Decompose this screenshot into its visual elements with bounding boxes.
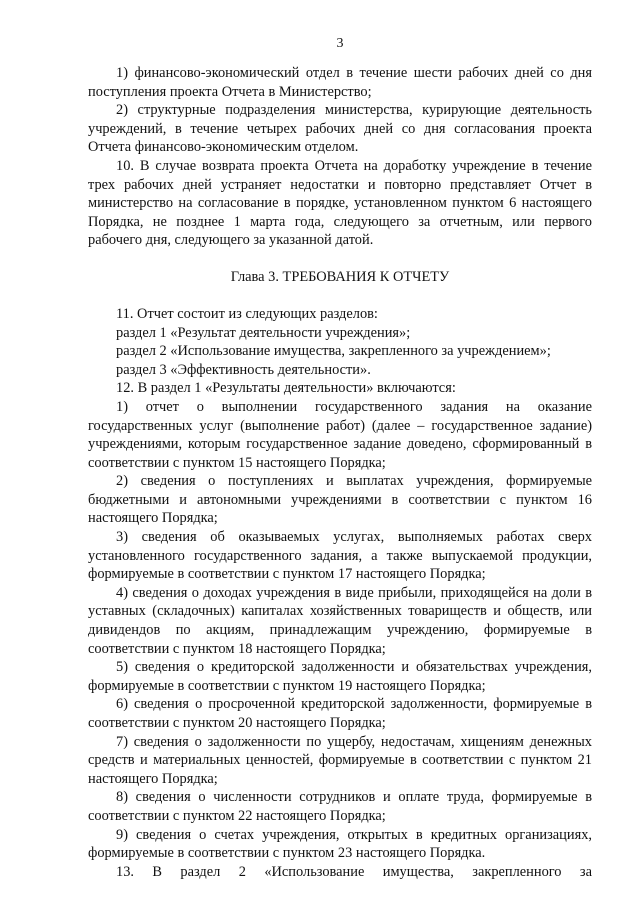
paragraph: 8) сведения о численности сотрудников и оплате труда, формируемые в соответствии с пунктом 22 настоящего Порядка;	[88, 789, 592, 824]
paragraph: 4) сведения о доходах учреждения в виде прибыли, приходящейся на доли в уставных (складочных) капиталах хозяйственных товариществ и обществ, или дивидендов по акциям, принадлежащим учреждению, формируемые в соответствии с пунктом 18 настоящего Порядка;	[88, 584, 592, 657]
paragraph: раздел 3 «Эффективность деятельности».	[116, 361, 371, 378]
paragraph: 10. В случае возврата проекта Отчета на доработку учреждение в течение трех рабочих дней устраняет недостатки и повторно представляет Отчет в министерство на согласование в порядке, установленном пунктом 6 настоящего Порядка, не позднее 1 марта года, следующего за отчетным, или первого рабочего дня, следующего за указанной датой.	[88, 157, 592, 249]
paragraph: 12. В раздел 1 «Результаты деятельности» включаются:	[116, 380, 456, 397]
page-number: 3	[336, 36, 344, 51]
paragraph: 2) структурные подразделения министерства, курирующие деятельность учреждений, в течение четырех рабочих дней со дня согласования проекта Отчета финансово-экономическим отделом.	[88, 102, 592, 156]
paragraph: 9) сведения о счетах учреждения, открытых в кредитных организациях, формируемые в соответствии с пунктом 23 настоящего Порядка.	[88, 826, 592, 862]
paragraph: 7) сведения о задолженности по ущербу, недостачам, хищениям денежных средств и материальных ценностей, формируемые в соответствии с пунктом 21 настоящего Порядка;	[88, 733, 592, 787]
paragraph: 1) финансово-экономический отдел в течение шести рабочих дней со дня поступления проекта Отчета в Министерство;	[88, 65, 592, 100]
section-after	[88, 305, 592, 881]
document-page	[88, 36, 592, 881]
paragraph: 3) сведения об оказываемых услугах, выполняемых работах сверх установленного государственного задания, а также выпускаемой продукции, формируемые в соответствии с пунктом 17 настоящего Порядка;	[88, 529, 592, 583]
paragraph: раздел 1 «Результат деятельности учреждения»;	[116, 324, 411, 341]
paragraph: 11. Отчет состоит из следующих разделов:	[116, 305, 378, 322]
paragraph: 5) сведения о кредиторской задолженности и обязательствах учреждения, формируемые в соответствии с пунктом 19 настоящего Порядка;	[88, 659, 592, 694]
paragraph: 2) сведения о поступлениях и выплатах учреждения, формируемые бюджетными и автономными учреждениями в соответствии с пунктом 16 настоящего Порядка;	[88, 473, 592, 527]
paragraph: 1) отчет о выполнении государственного задания на оказание государственных услуг (выполнение работ) (далее – государственное задание) учреждениями, которым государственное задание доведено, сформированный в соответствии с пунктом 15 настоящего Порядка;	[88, 398, 592, 471]
section-before	[88, 64, 592, 250]
chapter-title: Глава 3. ТРЕБОВАНИЯ К ОТЧЕТУ	[230, 268, 450, 285]
paragraph: 13. В раздел 2 «Использование имущества, закрепленного за	[116, 863, 592, 880]
paragraph: раздел 2 «Использование имущества, закрепленного за учреждением»;	[116, 343, 551, 360]
paragraph: 6) сведения о просроченной кредиторской задолженности, формируемые в соответствии с пунктом 20 настоящего Порядка;	[88, 696, 592, 731]
